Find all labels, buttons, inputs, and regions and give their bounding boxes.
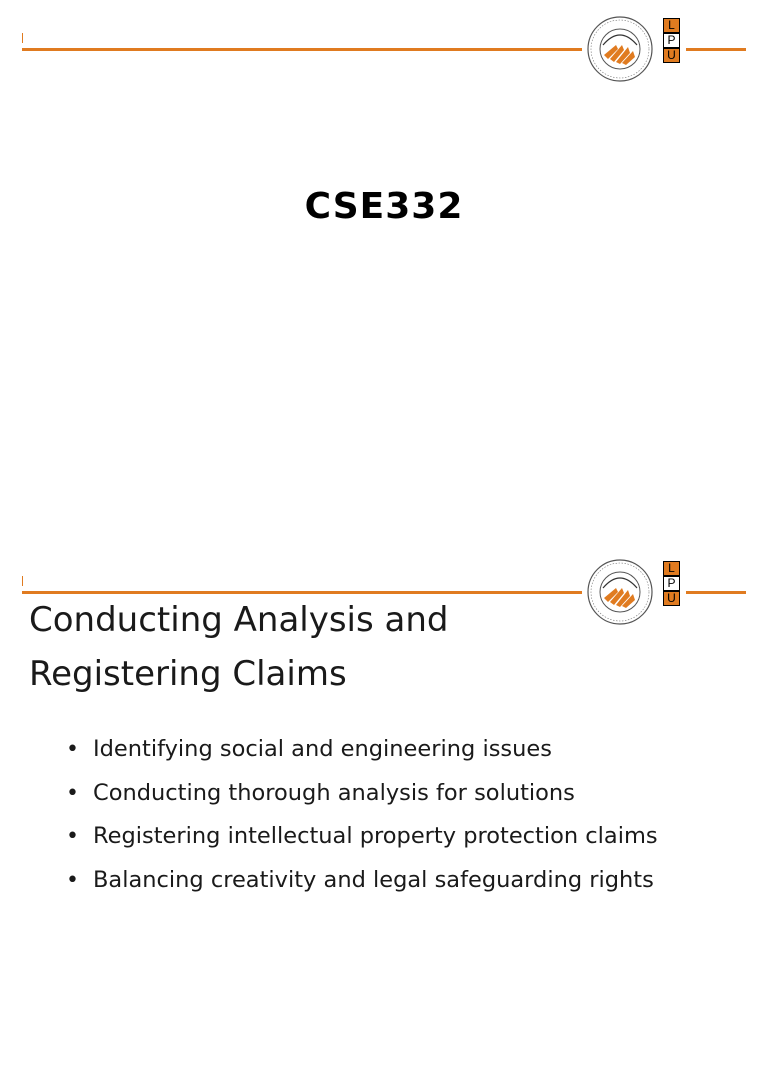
bullet-dot-icon: •: [66, 737, 79, 762]
logo-letter-u: U: [663, 591, 680, 606]
slide-title-line-1: Conducting Analysis and: [29, 600, 449, 640]
bullet-list: [66, 728, 658, 902]
slide-content: [0, 543, 768, 1073]
header-rule-right: [686, 591, 746, 594]
logo-letter-l: L: [663, 18, 680, 33]
bullet-dot-icon: •: [66, 780, 79, 806]
course-code-heading: CSE332: [304, 186, 464, 227]
bullet-text: Balancing creativity and legal safeguarding rights: [93, 866, 654, 893]
bullet-dot-icon: •: [66, 867, 79, 893]
lpu-seal-icon: [586, 558, 654, 626]
slide-title: [29, 593, 569, 701]
bullet-item: [66, 815, 658, 859]
logo-letter-l: L: [663, 561, 680, 576]
bullet-dot-icon: •: [66, 824, 79, 849]
bullet-text: Registering intellectual property protection claims: [93, 823, 658, 849]
bullet-item: [66, 728, 658, 772]
header-tick: [22, 576, 23, 586]
header-rule-left: [22, 48, 582, 51]
bullet-text: Conducting thorough analysis for solutions: [93, 779, 575, 806]
lpu-seal-icon: [586, 15, 654, 83]
bullet-item: [66, 772, 658, 816]
logo-letter-p: P: [663, 33, 680, 48]
logo-letter-u: U: [663, 48, 680, 63]
slide-course-title: [0, 0, 768, 530]
header-rule-right: [686, 48, 746, 51]
slide-title-line-2: Registering Claims: [29, 654, 347, 694]
bullet-item: [66, 859, 658, 903]
logo-letter-p: P: [663, 576, 680, 591]
bullet-text: Identifying social and engineering issues: [93, 736, 552, 762]
header-tick: [22, 33, 23, 43]
